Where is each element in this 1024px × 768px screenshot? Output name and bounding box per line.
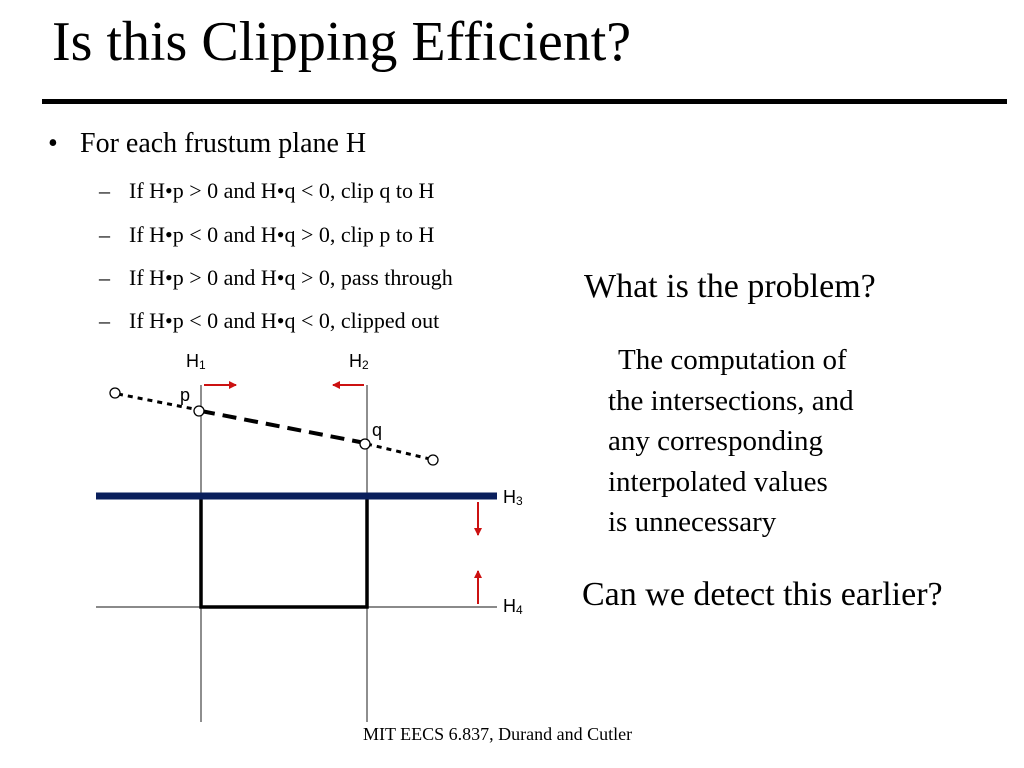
sub-item-text: If H•p < 0 and H•q < 0, clipped out [129,308,440,333]
sub-marker: – [99,222,110,247]
answer-line: The computation of [618,344,847,376]
answer-line: interpolated values [608,465,828,498]
label-h4: H4 [503,596,523,617]
endpoint-outer-left [110,388,120,398]
bullet-marker: • [48,128,58,159]
sub-marker: – [99,178,110,203]
point-p [194,406,204,416]
answer-line: is unnecessary [608,506,777,538]
label-q: q [372,420,383,440]
label-p: p [180,385,191,405]
question-problem: What is the problem? [584,268,876,305]
label-h1: H1 [186,351,206,372]
label-h2: H2 [349,351,369,372]
answer-text [608,340,854,543]
answer-line: any corresponding [608,425,824,457]
sub-marker: – [99,265,110,290]
clip-box [201,496,367,607]
bullet-text: For each frustum plane H [80,128,367,159]
label-h3: H3 [503,487,523,508]
sub-marker: – [99,308,110,333]
slide-title: Is this Clipping Efficient? [52,11,632,73]
segment-pq [201,411,365,443]
point-q [360,439,370,449]
sub-item-text: If H•p > 0 and H•q < 0, clip q to H [129,178,435,203]
sub-item-text: If H•p < 0 and H•q > 0, clip p to H [129,222,435,247]
question-detect-earlier: Can we detect this earlier? [582,576,943,613]
sub-item-text: If H•p > 0 and H•q > 0, pass through [129,265,453,290]
slide-footer: MIT EECS 6.837, Durand and Cutler [363,724,633,744]
segment-outer-right [367,444,430,459]
endpoint-outer-right [428,455,438,465]
answer-line: the intersections, and [608,384,854,417]
